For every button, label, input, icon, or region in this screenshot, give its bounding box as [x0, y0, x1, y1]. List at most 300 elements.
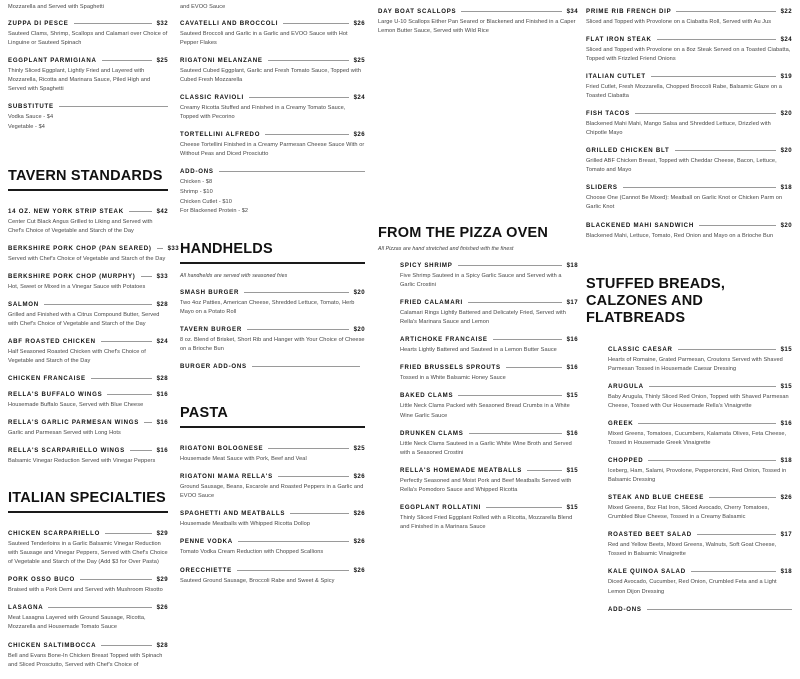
menu-item-name: ARTICHOKE FRANCAISE [400, 336, 488, 344]
menu-item-price: $26 [353, 566, 365, 574]
menu-item-header [608, 383, 792, 390]
menu-item[interactable] [8, 57, 168, 94]
menu-item-header [180, 20, 365, 27]
menu-item-price: $20 [353, 288, 365, 296]
menu-item-price: $26 [353, 131, 365, 139]
menu-item-price: $15 [566, 392, 578, 400]
menu-item[interactable] [400, 504, 578, 532]
menu-item[interactable] [586, 222, 792, 241]
menu-item-name: 14 OZ. NEW YORK STRIP STEAK [8, 207, 124, 215]
menu-item-price: $16 [156, 390, 168, 398]
menu-item-description: Sauteed Cubed Eggplant, Garlic and Fresh Tomato Sauce, Topped with Cubed Fresh Mozzarella [180, 68, 361, 84]
leader-dots [74, 23, 152, 24]
menu-item-description: 8 oz. Blend of Brisket, Short Rib and Hanger with Your Choice of Cheese on a Brioche Bun [180, 337, 365, 353]
menu-item-price: $18 [780, 457, 792, 465]
menu-item-price: $33 [156, 272, 168, 280]
menu-item-price: $18 [780, 184, 792, 192]
menu-item-header [180, 538, 365, 545]
menu-item-description: Center Cut Black Angus Grilled to Liking and Served with Chef's Choice of Vegetable and Starch of the Day [8, 218, 153, 234]
menu-item-description: Perfectly Seasoned and Moist Pork and Beef Meatballs Served with Rella's Pomodoro Sauce and Whipped Ricotta [400, 477, 572, 493]
menu-item-header [400, 336, 578, 343]
menu-item-price: $16 [566, 429, 578, 437]
menu-item[interactable] [8, 391, 168, 410]
leader-dots [219, 171, 365, 172]
menu-item-description: Two 4oz Patties, American Cheese, Shredded Lettuce, Tomato, Herb Mayo on a Potato Roll [180, 299, 355, 316]
menu-item-price: $15 [566, 503, 578, 511]
menu-item-name: BURGER ADD-ONS [180, 363, 247, 371]
menu-item-name: SALMON [8, 300, 39, 308]
menu-item-name: TORTELLINI ALFREDO [180, 131, 261, 139]
menu-item-price: $18 [780, 568, 792, 576]
menu-item[interactable] [400, 467, 578, 495]
menu-item-description: Choose One (Cannot Be Mixed): Meatball on Garlic Knot or Chicken Parm on Garlic Knot [586, 195, 783, 211]
menu-item-description: Cheese Tortellini Finished in a Creamy Parmesan Cheese Sauce With or Without Peas and Diced Prosciutto [180, 142, 365, 158]
menu-item-name: PENNE VODKA [180, 538, 233, 546]
menu-item-description: Half Seasoned Roasted Chicken with Chef's Choice of Vegetable and Starch of the Day [8, 348, 146, 364]
menu-item-price: $16 [566, 364, 578, 372]
menu-item-name: PRIME RIB FRENCH DIP [586, 8, 672, 15]
section-title-tavern-standards: TAVERN STANDARDS [8, 167, 163, 184]
menu-column-1 [8, 0, 180, 679]
menu-item-price: $29 [156, 576, 168, 584]
menu-item[interactable] [8, 208, 168, 236]
menu-item-header [8, 103, 168, 110]
menu-item-name: GREEK [608, 420, 634, 428]
menu-item-description: Red and Yellow Beets, Mixed Greens, Walnuts, Soft Goat Cheese, Tossed in Balsamic Vinaigrette [608, 542, 777, 558]
menu-item-name: CAVATELLI AND BROCCOLI [180, 20, 279, 28]
leader-dots [649, 386, 776, 387]
addons-list [180, 178, 365, 216]
menu-item-name: PORK OSSO BUCO [8, 576, 76, 584]
leader-dots [238, 541, 349, 542]
menu-item-description: Blackened Mahi, Lettuce, Tomato, Red Onion and Mayo on a Brioche Bun [586, 232, 774, 239]
menu-item-price: $18 [566, 262, 578, 270]
menu-item-header [400, 299, 578, 306]
menu-item[interactable] [8, 642, 168, 670]
menu-item[interactable] [8, 447, 168, 466]
menu-item-description: Mixed Greens, 8oz Flat Iron, Sliced Avocado, Cherry Tomatoes, Crumbled Blue Cheese, Tossed in a Creamy Balsamic [608, 505, 770, 521]
menu-item-description: Hearts of Romaine, Grated Parmesan, Croutons Served with Shaved Parmesan Tossed in Housemade Caesar Dressing [608, 356, 783, 372]
menu-item[interactable] [180, 363, 365, 370]
menu-column-2 [180, 0, 365, 595]
menu-item[interactable] [8, 301, 168, 329]
menu-item[interactable] [180, 131, 365, 159]
menu-item-description: Meat Lasagna Layered with Ground Sausage, Ricotta, Mozzarella and Housemade Tomato Sauce [8, 615, 146, 631]
menu-item-price: $28 [156, 374, 168, 382]
addon-option: For Blackened Protein - $2 [180, 208, 249, 215]
menu-item-header [586, 110, 792, 117]
menu-item-price: $15 [780, 382, 792, 390]
addon-option: Chicken - $8 [180, 179, 213, 186]
menu-item-name: STEAK AND BLUE CHEESE [608, 494, 705, 502]
menu-item-header [180, 94, 365, 101]
menu-item-description: Sauteed Clams, Shrimp, Scallops and Calamari over Choice of Linguine or Sauteed Spinach [8, 31, 168, 47]
menu-item-name: ORECCHIETTE [180, 566, 232, 574]
menu-item[interactable] [400, 364, 578, 383]
menu-item-price: $26 [156, 604, 168, 612]
menu-item-description: Tossed in a White Balsamic Honey Sauce [400, 375, 506, 382]
leader-dots [648, 460, 775, 461]
menu-item[interactable] [8, 419, 168, 438]
menu-item-description: Balsamic Vinegar Reduction Served with Vinegar Peppers [8, 458, 156, 465]
menu-item-name: DRUNKEN CLAMS [400, 429, 464, 437]
leader-dots [265, 134, 348, 135]
menu-item-description: Sliced and Topped with Provolone on a 8oz Steak Served on a Toasted Ciabatta, Topped with Frizzled Friend Onions [586, 47, 791, 63]
leader-dots [129, 211, 152, 212]
menu-item-header [8, 301, 168, 308]
menu-item[interactable] [378, 8, 578, 36]
menu-item-description: Garlic and Parmesan Served with Long Hots [8, 430, 121, 437]
leader-dots [105, 533, 152, 534]
menu-item-name: FLAT IRON STEAK [586, 36, 652, 44]
menu-item-header [608, 568, 792, 575]
menu-item-name: SPAGHETTI AND MEATBALLS [180, 510, 286, 518]
menu-item-price: $28 [156, 641, 168, 649]
menu-item[interactable] [400, 336, 578, 355]
leader-dots [638, 423, 775, 424]
leader-dots [651, 76, 776, 77]
leader-dots [237, 570, 349, 571]
menu-item-name: BAKED CLAMS [400, 392, 454, 400]
menu-item-price: $16 [156, 419, 168, 427]
menu-item[interactable] [180, 567, 365, 586]
menu-item-header [8, 20, 168, 27]
menu-item-name: ABF ROASTED CHICKEN [8, 337, 96, 345]
menu-item-description: Sliced and Topped with Provolone on a Ciabatta Roll, Served with Au Jus [586, 19, 772, 25]
menu-item-header [180, 326, 365, 333]
menu-item-name: ITALIAN CUTLET [586, 73, 646, 81]
menu-item-header [180, 289, 365, 296]
menu-item-header [8, 447, 168, 454]
leader-dots [244, 292, 349, 293]
orphan-description: and EVOO Sauce [180, 4, 226, 10]
menu-item[interactable] [400, 299, 578, 327]
menu-item[interactable] [586, 110, 792, 138]
menu-item-price: $26 [353, 510, 365, 518]
menu-item-name: FRIED BRUSSELS SPROUTS [400, 364, 501, 372]
leader-dots [699, 225, 776, 226]
menu-item-name: SLIDERS [586, 184, 618, 192]
menu-item[interactable] [400, 430, 578, 458]
substitute-list [8, 113, 168, 132]
addons-label: ADD-ONS [608, 605, 642, 613]
addon-option: Shrimp - $10 [180, 189, 213, 196]
section-note: All Pizzas are hand stretched and finished with the finest [378, 246, 514, 253]
menu-item-description: Sauteed Broccoli and Garlic in a Garlic and EVOO Sauce with Hot Pepper Flakes [180, 31, 348, 47]
menu-item[interactable] [8, 244, 180, 264]
menu-item-description: Grilled and Finished with a Citrus Compound Butter, Served with Chef's Choice of Vegetable and Starch of the Day [8, 311, 160, 327]
menu-item[interactable] [400, 262, 578, 290]
addons-block [608, 606, 792, 613]
menu-item-description: Housemade Meatballs with Whipped Ricotta Dollop [180, 521, 310, 528]
leader-dots [678, 349, 776, 350]
menu-item-price: $28 [156, 300, 168, 308]
menu-item-name: RELLA'S BUFFALO WINGS [8, 390, 103, 398]
menu-item-name: RIGATONI MELANZANE [180, 57, 263, 65]
menu-item-header [180, 510, 365, 517]
menu-item-header [608, 346, 792, 353]
menu-item-header [400, 467, 578, 474]
leader-dots [458, 265, 562, 266]
menu-item[interactable] [8, 604, 168, 632]
menu-item-price: $29 [156, 530, 168, 538]
menu-item-header [400, 364, 578, 371]
menu-item-description: Mixed Greens, Tomatoes, Cucumbers, Kalamata Olives, Feta Cheese, Tossed in Housemade Greek Vinaigrette [608, 431, 787, 447]
menu-item-name: FRIED CALAMARI [400, 299, 463, 307]
menu-item-name: DAY BOAT SCALLOPS [378, 8, 457, 15]
menu-item-header [400, 430, 578, 437]
menu-item-price: $26 [780, 494, 792, 502]
menu-item-header [608, 606, 792, 613]
menu-item-header [180, 57, 365, 64]
menu-item-price: $15 [566, 466, 578, 474]
substitute-option: Vodka Sauce - $4 [8, 114, 54, 121]
menu-item-name: ARUGULA [608, 382, 644, 390]
menu-item[interactable] [608, 531, 792, 559]
menu-item-price: $25 [156, 57, 168, 65]
menu-item-description: Thinly Sliced Eggplant, Lightly Fried and Layered with Mozzarella, Ricotta and Marinara Sauce, Piled High and Served with Spaghetti [8, 68, 151, 93]
leader-dots [697, 534, 776, 535]
section-divider [8, 189, 168, 191]
menu-item-header [400, 392, 578, 399]
menu-item-price: $33 [167, 244, 180, 252]
menu-item[interactable] [608, 457, 792, 485]
leader-dots [44, 304, 152, 305]
menu-item-price: $42 [156, 207, 168, 215]
menu-item-name: CLASSIC RAVIOLI [180, 94, 244, 102]
menu-item[interactable] [180, 20, 365, 48]
menu-item-price: $26 [353, 538, 365, 546]
menu-item-header [180, 473, 365, 480]
menu-item-price: $22 [780, 8, 792, 15]
addons-block [180, 168, 365, 216]
leader-dots [647, 609, 792, 610]
menu-item[interactable] [608, 383, 792, 411]
substitute-label: SUBSTITUTE [8, 103, 54, 111]
menu-item-name: RIGATONI MAMA RELLA'S [180, 473, 273, 481]
menu-item-description: Little Neck Clams Packed with Seasoned Bread Crumbs in a White Wine Garlic Sauce [400, 403, 570, 419]
menu-item[interactable] [8, 338, 168, 366]
leader-dots [691, 571, 776, 572]
menu-item-name: CHICKEN SCARPARIELLO [8, 530, 101, 538]
menu-item-name: CHICKEN SALTIMBOCCA [8, 641, 97, 649]
leader-dots [493, 339, 562, 340]
menu-item-description: Sauteed Ground Sausage, Broccoli Rabe and Sweet & Spicy [180, 577, 335, 584]
menu-item-name: ROASTED BEET SALAD [608, 531, 692, 539]
menu-item-header [378, 8, 578, 15]
menu-item-price: $26 [353, 20, 365, 28]
leader-dots [635, 113, 776, 114]
menu-item[interactable] [180, 326, 365, 354]
leader-dots [527, 470, 562, 471]
menu-item-price: $25 [353, 445, 365, 453]
menu-item[interactable] [608, 568, 792, 596]
menu-item-price: $24 [156, 337, 168, 345]
menu-item-name: BERKSHIRE PORK CHOP (MURPHY) [8, 272, 136, 280]
menu-item-name: FISH TACOS [586, 110, 630, 118]
leader-dots [468, 302, 562, 303]
menu-item-header [400, 262, 578, 269]
menu-item-header [180, 567, 365, 574]
menu-item-header [8, 273, 168, 280]
addons-label: ADD-ONS [180, 168, 214, 176]
leader-dots [91, 378, 152, 379]
menu-item-header [8, 391, 168, 398]
menu-item-header [586, 147, 792, 154]
menu-item[interactable] [180, 289, 365, 317]
menu-item-name: CHOPPED [608, 457, 644, 465]
leader-dots [101, 341, 152, 342]
menu-item[interactable] [8, 273, 168, 292]
menu-item-header [400, 504, 578, 511]
menu-item-price: $24 [780, 36, 792, 44]
leader-dots [252, 366, 360, 367]
menu-item-name: RELLA'S GARLIC PARMESAN WINGS [8, 419, 140, 427]
menu-item-header [180, 445, 365, 452]
menu-item-description: Housemade Meat Sauce with Pork, Beef and Veal [180, 456, 307, 463]
menu-item-name: EGGPLANT PARMIGIANA [8, 57, 97, 65]
leader-dots [80, 579, 152, 580]
menu-item-header [586, 73, 792, 80]
menu-item-header [8, 57, 168, 64]
menu-item-header [8, 338, 168, 345]
menu-item-name: BERKSHIRE PORK CHOP (PAN SEARED) [8, 244, 152, 252]
menu-item-description: Sauteed Tenderloins in a Garlic Balsamic Vinegar Reduction with Sausage and Vinegar Peppers, Served with Chef's Choice of Vegetable and Starch of the Day (Add $3 for Over Pasta) [8, 541, 168, 566]
menu-item-description: Served with Chef's Choice of Vegetable and Starch of the Day [8, 255, 166, 262]
menu-item[interactable] [608, 494, 792, 522]
menu-column-3 [378, 0, 578, 541]
menu-item-name: TAVERN BURGER [180, 326, 242, 334]
menu-item[interactable] [400, 392, 578, 420]
menu-item[interactable] [8, 375, 168, 382]
leader-dots [623, 187, 776, 188]
leader-dots [141, 276, 152, 277]
menu-item-price: $16 [780, 420, 792, 428]
menu-item-description: Thinly Sliced Fried Eggplant Rolled with a Ricotta, Mozzarella Blend and Finished in a Marinara Sauce [400, 514, 573, 530]
menu-item-price: $17 [566, 299, 578, 307]
menu-item[interactable] [608, 346, 792, 374]
pizza-oven-items [378, 262, 578, 532]
leader-dots [268, 448, 348, 449]
menu-item[interactable] [8, 576, 168, 595]
menu-item[interactable] [180, 445, 365, 464]
menu-item-price: $15 [780, 345, 792, 353]
menu-item-description: Blackened Mahi Mahi, Mango Salsa and Shredded Lettuce, Drizzled with Chipotle Mayo [586, 121, 771, 137]
menu-item-description: Diced Avocado, Cucumber, Red Onion, Crumbled Feta and a Light Lemon Dijon Dressing [608, 579, 777, 595]
leader-dots [486, 507, 562, 508]
menu-item-name: GRILLED CHICKEN BLT [586, 147, 670, 155]
menu-item-price: $20 [780, 110, 792, 118]
menu-item-name: RIGATONI BOLOGNESE [180, 445, 264, 453]
menu-item-header [180, 131, 365, 138]
menu-item-price: $32 [156, 20, 168, 28]
menu-item[interactable] [8, 20, 168, 48]
section-note: All handhelds are served with seasoned fries [180, 272, 288, 279]
menu-item-description: Braised with a Pork Demi and Served with Mushroom Risotto [8, 587, 163, 594]
menu-column-4 [586, 0, 792, 622]
menu-item[interactable] [608, 420, 792, 448]
menu-item[interactable] [586, 8, 792, 27]
menu-item-price: $16 [156, 447, 168, 455]
menu-item-price: $25 [353, 57, 365, 65]
menu-item-header [586, 8, 792, 15]
orphan-description: Mozzarella and Served with Spaghetti [8, 4, 105, 10]
menu-item[interactable] [180, 510, 365, 529]
leader-dots [657, 39, 776, 40]
menu-item-price: $26 [353, 473, 365, 481]
leader-dots [144, 422, 152, 423]
menu-item-description: Housemade Buffalo Sauce, Served with Blue Cheese [8, 401, 144, 408]
menu-item[interactable] [586, 36, 792, 64]
menu-item-price: $20 [780, 221, 792, 229]
leader-dots [461, 11, 561, 12]
leader-dots [278, 476, 349, 477]
menu-item-header [608, 420, 792, 427]
leader-dots [709, 497, 776, 498]
menu-item-price: $24 [353, 94, 365, 102]
menu-item[interactable] [586, 184, 792, 212]
menu-item-header [608, 494, 792, 501]
menu-item[interactable] [180, 538, 365, 557]
leader-dots [506, 367, 562, 368]
menu-item[interactable] [586, 73, 792, 101]
menu-item[interactable] [586, 147, 792, 175]
menu-item-header [608, 531, 792, 538]
menu-item-header [586, 36, 792, 43]
leader-dots [107, 394, 151, 395]
menu-item-name: EGGPLANT ROLLATINI [400, 503, 482, 511]
addon-option: Chicken Cutlet - $10 [180, 198, 232, 205]
leader-dots [268, 60, 349, 61]
menu-item-description: Creamy Ricotta Stuffed and Finished in a Creamy Tomato Sauce, Topped with Pecorino [180, 105, 346, 121]
section-title-pasta: PASTA [180, 405, 228, 422]
menu-item-name: CHICKEN FRANCAISE [8, 374, 86, 382]
leader-dots [101, 645, 151, 646]
section-title-from-the-pizza-oven: FROM THE PIZZA OVEN [378, 225, 549, 242]
leader-dots [676, 11, 775, 12]
menu-item-description: Little Neck Clams Sauteed in a Garlic White Wine Broth and Served with a Seasoned Crostini [400, 440, 572, 456]
menu-item-name: SMASH BURGER [180, 288, 240, 296]
menu-item-price: $20 [780, 147, 792, 155]
leader-dots [283, 23, 348, 24]
section-divider [180, 426, 365, 428]
menu-item-description: Calamari Rings Lightly Battered and Delicately Fried, Served with Rella's Marinara Sauce and Lemon [400, 310, 566, 326]
menu-item[interactable] [8, 530, 168, 567]
leader-dots [290, 513, 348, 514]
menu-item-name: SPICY SHRIMP [400, 262, 453, 270]
menu-item-header [586, 184, 792, 191]
section-title-stuffed-breads-calzones-flatbreads: STUFFED BREADS, CALZONES AND FLATBREADS [586, 275, 726, 326]
substitute-block [8, 103, 168, 132]
menu-item-name: RELLA'S SCARPARIELLO WINGS [8, 447, 125, 455]
menu-item-description: Five Shrimp Sauteed in a Spicy Garlic Sauce and Served with a Garlic Crostini [400, 273, 562, 289]
menu-item[interactable] [180, 94, 365, 122]
menu-item[interactable] [180, 57, 365, 85]
menu-item-name: RELLA'S HOMEMADE MEATBALLS [400, 466, 523, 474]
leader-dots [157, 248, 163, 249]
leader-dots [247, 329, 349, 330]
menu-item-header [8, 530, 168, 537]
substitute-option: Vegetable - $4 [8, 123, 45, 130]
menu-item[interactable] [180, 473, 365, 501]
menu-item-name: CLASSIC CAESAR [608, 345, 673, 353]
menu-item-description: Fried Cutlet, Fresh Mozzarella, Chopped Broccoli Rabe, Balsamic Glaze on a Toasted Ciabatta [586, 84, 782, 100]
menu-item-price: $20 [353, 326, 365, 334]
leader-dots [130, 450, 152, 451]
leader-dots [249, 97, 349, 98]
section-title-italian-specialties: ITALIAN SPECIALTIES [8, 490, 166, 507]
leader-dots [48, 607, 151, 608]
